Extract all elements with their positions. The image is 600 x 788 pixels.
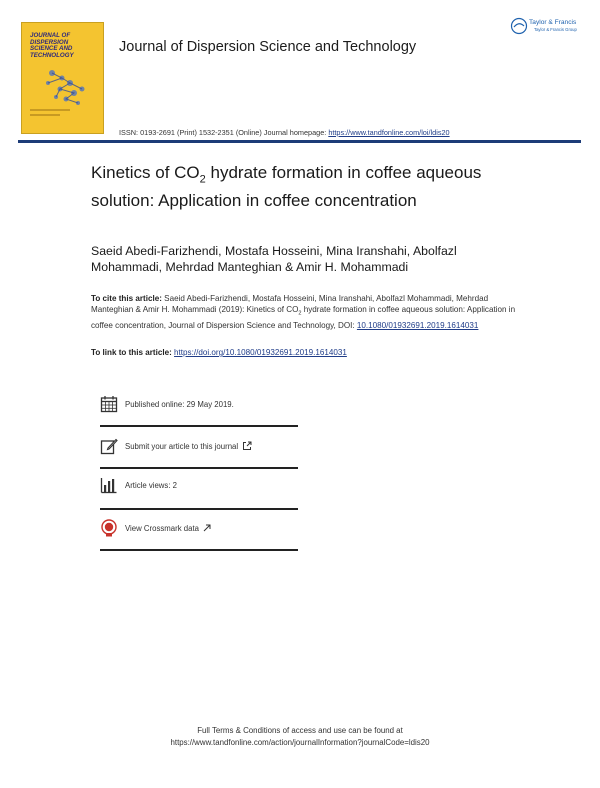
article-title-part2: hydrate formation in coffee aqueous solution: Application in coffee concentration	[91, 163, 482, 211]
external-link-icon	[242, 441, 252, 451]
info-divider	[100, 508, 298, 510]
publisher-logo[interactable]	[510, 17, 585, 39]
journal-cover-image	[21, 22, 104, 134]
crossmark-link[interactable]: View Crossmark data	[125, 523, 199, 533]
article-doi-url[interactable]: https://doi.org/10.1080/01932691.2019.1614031	[174, 348, 347, 357]
citation-text-part2: hydrate formation in coffee aqueous solution: Application in coffee concentration, Journal of Dispersion Science and Technology, DOI:	[91, 305, 516, 331]
journal-homepage-link[interactable]: https://www.tandfonline.com/loi/ldis20	[328, 128, 450, 137]
calendar-icon	[100, 395, 118, 413]
article-title-part1: Kinetics of CO	[91, 163, 200, 182]
publisher-tagline: Taylor & Francis Group	[534, 27, 577, 32]
crossmark-row[interactable]	[100, 515, 297, 541]
footer-terms-url[interactable]: https://www.tandfonline.com/action/journalInformation?journalCode=ldis20	[170, 737, 430, 747]
journal-title[interactable]: Journal of Dispersion Science and Technology	[119, 39, 417, 55]
info-divider	[100, 467, 298, 469]
footer	[0, 725, 600, 748]
article-views: Article views: 2	[125, 480, 177, 490]
publisher-logo-icon	[510, 17, 528, 35]
article-title	[91, 162, 531, 211]
article-title-subscript: 2	[199, 173, 206, 186]
citation-text-part1: Saeid Abedi-Farizhendi, Mostafa Hosseini, Mina Iranshahi, Abolfazl Mohammadi, Mehrdad Manteghian & Amir H. Mohammadi (2019): Kinetics of CO	[91, 294, 489, 315]
issn-text: ISSN: 0193-2691 (Print) 1532-2351 (Online) Journal homepage:	[119, 128, 329, 137]
publisher-name: Taylor & Francis	[529, 19, 577, 26]
citation-label: To cite this article:	[91, 294, 162, 303]
article-link-line	[91, 348, 516, 357]
published-row	[100, 391, 297, 417]
external-link-icon	[202, 523, 212, 533]
submit-article-link[interactable]: Submit your article to this journal	[125, 441, 239, 451]
info-divider	[100, 425, 298, 427]
issn-line	[119, 128, 450, 137]
views-row	[100, 472, 297, 498]
bar-chart-icon	[100, 476, 118, 494]
article-authors: Saeid Abedi-Farizhendi, Mostafa Hosseini, Mina Iranshahi, Abolfazl Mohammadi, Mehrdad Manteghian & Amir H. Mohammadi	[91, 244, 457, 274]
crossmark-icon	[100, 519, 118, 537]
edit-icon	[100, 437, 118, 455]
article-link-label: To link to this article:	[91, 348, 172, 357]
cover-journal-name: JOURNAL OF DISPERSION SCIENCE AND TECHNOLOGY	[30, 32, 74, 59]
header-divider	[18, 140, 581, 143]
citation-doi-link[interactable]: 10.1080/01932691.2019.1614031	[356, 321, 479, 331]
footer-terms-text: Full Terms & Conditions of access and use can be found at	[197, 726, 403, 735]
submit-row[interactable]	[100, 433, 297, 459]
citation-subscript: 2	[298, 310, 302, 317]
citation-block	[91, 293, 516, 332]
published-date: Published online: 29 May 2019.	[125, 399, 234, 409]
info-divider	[100, 549, 298, 551]
